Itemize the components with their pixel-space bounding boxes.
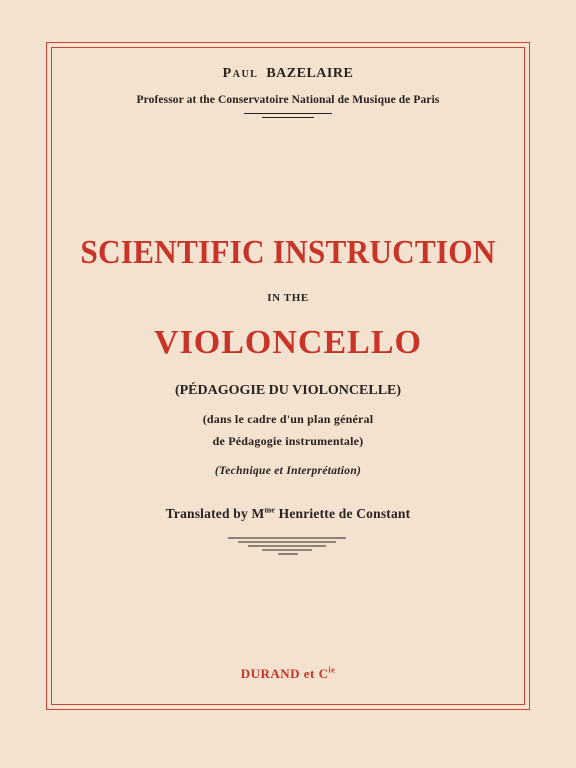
main-title-line2: VIOLONCELLO	[154, 324, 422, 361]
publisher-sup: ie	[328, 665, 336, 675]
publisher-label: DURAND et C	[240, 666, 329, 681]
inner-frame-border	[51, 47, 525, 705]
translator-name: Henriette de Constant	[278, 506, 411, 521]
main-title-line1: SCIENTIFIC INSTRUCTION	[80, 234, 496, 271]
translator-prefix: Translated by M	[165, 506, 265, 521]
french-title: (PÉDAGOGIE DU VIOLONCELLE)	[174, 383, 402, 398]
title-connector: IN THE	[267, 292, 309, 304]
author-affiliation: Professor at the Conservatoire National de Musique de Paris	[136, 94, 440, 106]
header-rule-bottom	[262, 117, 314, 118]
ornament-divider	[0, 536, 576, 556]
context-line-2: de Pédagogie instrumentale)	[212, 434, 364, 448]
translator-honorific-sup: me	[264, 505, 276, 515]
context-line-1: (dans le cadre d'un plan général	[202, 412, 374, 426]
header-rule-top	[244, 113, 332, 114]
technique-note: (Technique et Interprétation)	[214, 465, 362, 477]
translator-credit	[0, 506, 576, 522]
author-name	[0, 66, 576, 82]
publisher-name	[0, 666, 576, 682]
author-last-name: BAZELAIRE	[266, 66, 354, 81]
author-first-name: Paul	[222, 66, 259, 81]
